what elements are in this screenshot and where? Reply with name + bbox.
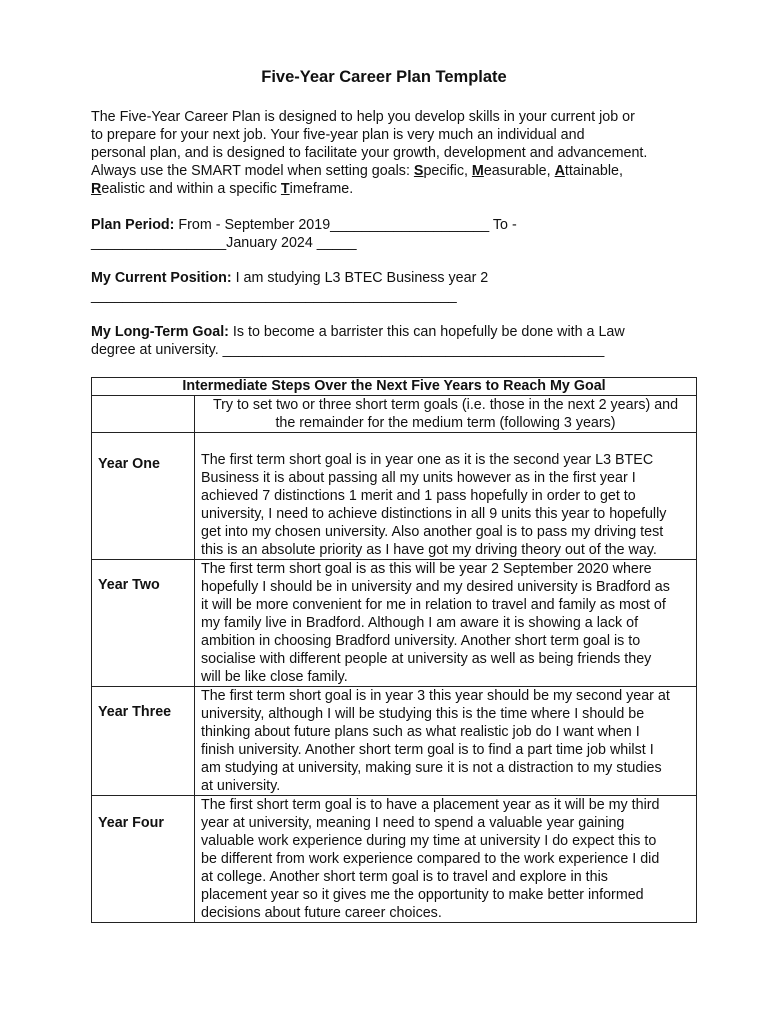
table-row [92, 560, 697, 687]
goal-line: Business it is about passing all my units however as in the first year I [201, 470, 636, 486]
year-label-cell [92, 560, 195, 687]
current-position-label: My Current Position: [91, 270, 232, 286]
goal-line: The first term short goal is in year one as it is the second year L3 BTEC [201, 452, 654, 468]
goal-line: finish university. Another short term goal is to find a part time job whilst I [201, 742, 654, 758]
goal-line: achieved 7 distinctions 1 merit and 1 pass hopefully in order to get to [201, 488, 636, 504]
intro-line: to prepare for your next job. Your five-year plan is very much an individual and [91, 127, 585, 143]
year-label: Year Four [98, 815, 164, 831]
smart-letter: A [554, 163, 565, 179]
goal-line: university, although I will be studying this is the time where I should be [201, 706, 645, 722]
smart-letter: S [413, 163, 424, 179]
smart-word: easurable, [483, 163, 555, 179]
goal-line: get into my chosen university. Also another goal is to pass my driving test [201, 524, 664, 540]
goal-line: be different from work experience compared to the work experience I did [201, 851, 660, 867]
year-goal-cell [195, 433, 697, 560]
smart-word: imeframe. [289, 181, 354, 197]
table-header-row [92, 378, 697, 396]
table-row [92, 796, 697, 923]
table-subheader-row [92, 396, 697, 433]
year-goal-cell [195, 796, 697, 923]
subheader-line: the remainder for the medium term (following 3 years) [275, 415, 616, 431]
intro-line: The Five-Year Career Plan is designed to help you develop skills in your current job or [91, 109, 635, 125]
intro-text: Always use the SMART model when setting goals: [91, 163, 414, 179]
year-label-cell [92, 433, 195, 560]
table-row [92, 433, 697, 560]
smart-letter: M [471, 163, 484, 179]
long-term-goal-section [91, 323, 691, 359]
table-row [92, 687, 697, 796]
goal-line: thinking about future plans such as what realistic job do I want when I [201, 724, 640, 740]
smart-letter: R [91, 181, 102, 197]
goal-line: The first term short goal is as this will be year 2 September 2020 where [201, 561, 652, 577]
intro-paragraph [91, 108, 691, 198]
smart-word: ttainable, [564, 163, 623, 179]
smart-word: ealistic and within a specific [101, 181, 281, 197]
goal-line: it will be more convenient for me in relation to travel and family as most of [201, 597, 666, 613]
plan-period-label: Plan Period: [91, 217, 175, 233]
page-title: Five-Year Career Plan Template [261, 68, 507, 86]
intro-line: personal plan, and is designed to facilitate your growth, development and advancement. [91, 145, 648, 161]
goal-line: ambition in choosing Bradford university. Another short term goal is to [201, 633, 641, 649]
intro-smart-line [91, 180, 691, 198]
plan-period-line [91, 216, 691, 234]
year-label: Year Three [98, 704, 172, 720]
goal-line: The first short term goal is to have a placement year as it will be my third [201, 797, 660, 813]
table-subheader [195, 396, 697, 433]
goal-line: hopefully I should be in university and my desired university is Bradford as [201, 579, 670, 595]
current-position-line [91, 269, 691, 287]
plan-period-value-line2: _________________January 2024 _____ [91, 235, 357, 251]
goal-line: am studying at university, making sure it is not a distraction to my studies [201, 760, 662, 776]
year-label: Year Two [98, 577, 160, 593]
year-goal-cell [195, 687, 697, 796]
year-goal-cell [195, 560, 697, 687]
plan-period-section [91, 216, 691, 252]
table-empty-cell [92, 396, 195, 433]
intro-smart-line [91, 162, 691, 180]
goal-line: placement year so it gives me the opportunity to make better informed [201, 887, 644, 903]
goal-line: my family live in Bradford. Although I am aware it is showing a lack of [201, 615, 639, 631]
year-label: Year One [98, 456, 160, 472]
goal-line: at university. [201, 778, 281, 794]
goal-line: year at university, meaning I need to spend a valuable year gaining [201, 815, 625, 831]
smart-letter: T [280, 181, 290, 197]
goal-line: this is an absolute priority as I have got my driving theory out of the way. [201, 542, 657, 558]
long-term-goal-value: Is to become a barrister this can hopefully be done with a Law [228, 324, 625, 340]
current-position-blank-line: ______________________________________________ [91, 288, 457, 304]
subheader-line: Try to set two or three short term goals (i.e. those in the next 2 years) and [212, 397, 679, 413]
current-position-value: I am studying L3 BTEC Business year 2 [231, 270, 489, 286]
intermediate-steps-table [91, 377, 697, 923]
goal-line: socialise with different people at university as well as being friends they [201, 651, 652, 667]
goal-line: university, I need to achieve distinctions in all 9 units this year to hopefully [201, 506, 667, 522]
goal-line: will be like close family. [201, 669, 348, 685]
long-term-goal-label: My Long-Term Goal: [91, 324, 229, 340]
goal-line: at college. Another short term goal is to travel and explore in this [201, 869, 608, 885]
plan-period-value: From - September 2019____________________ To - [174, 217, 517, 233]
long-term-goal-value-line2: degree at university. ________________________________________________ [91, 342, 605, 358]
goal-line: valuable work experience during my time at university I do expect this to [201, 833, 657, 849]
long-term-goal-line [91, 323, 691, 341]
year-label-cell [92, 796, 195, 923]
year-label-cell [92, 687, 195, 796]
goal-line: decisions about future career choices. [201, 905, 442, 921]
current-position-section [91, 269, 691, 305]
table-header: Intermediate Steps Over the Next Five Years to Reach My Goal [92, 378, 697, 396]
goal-line: The first term short goal is in year 3 this year should be my second year at [201, 688, 670, 704]
smart-word: pecific, [423, 163, 472, 179]
